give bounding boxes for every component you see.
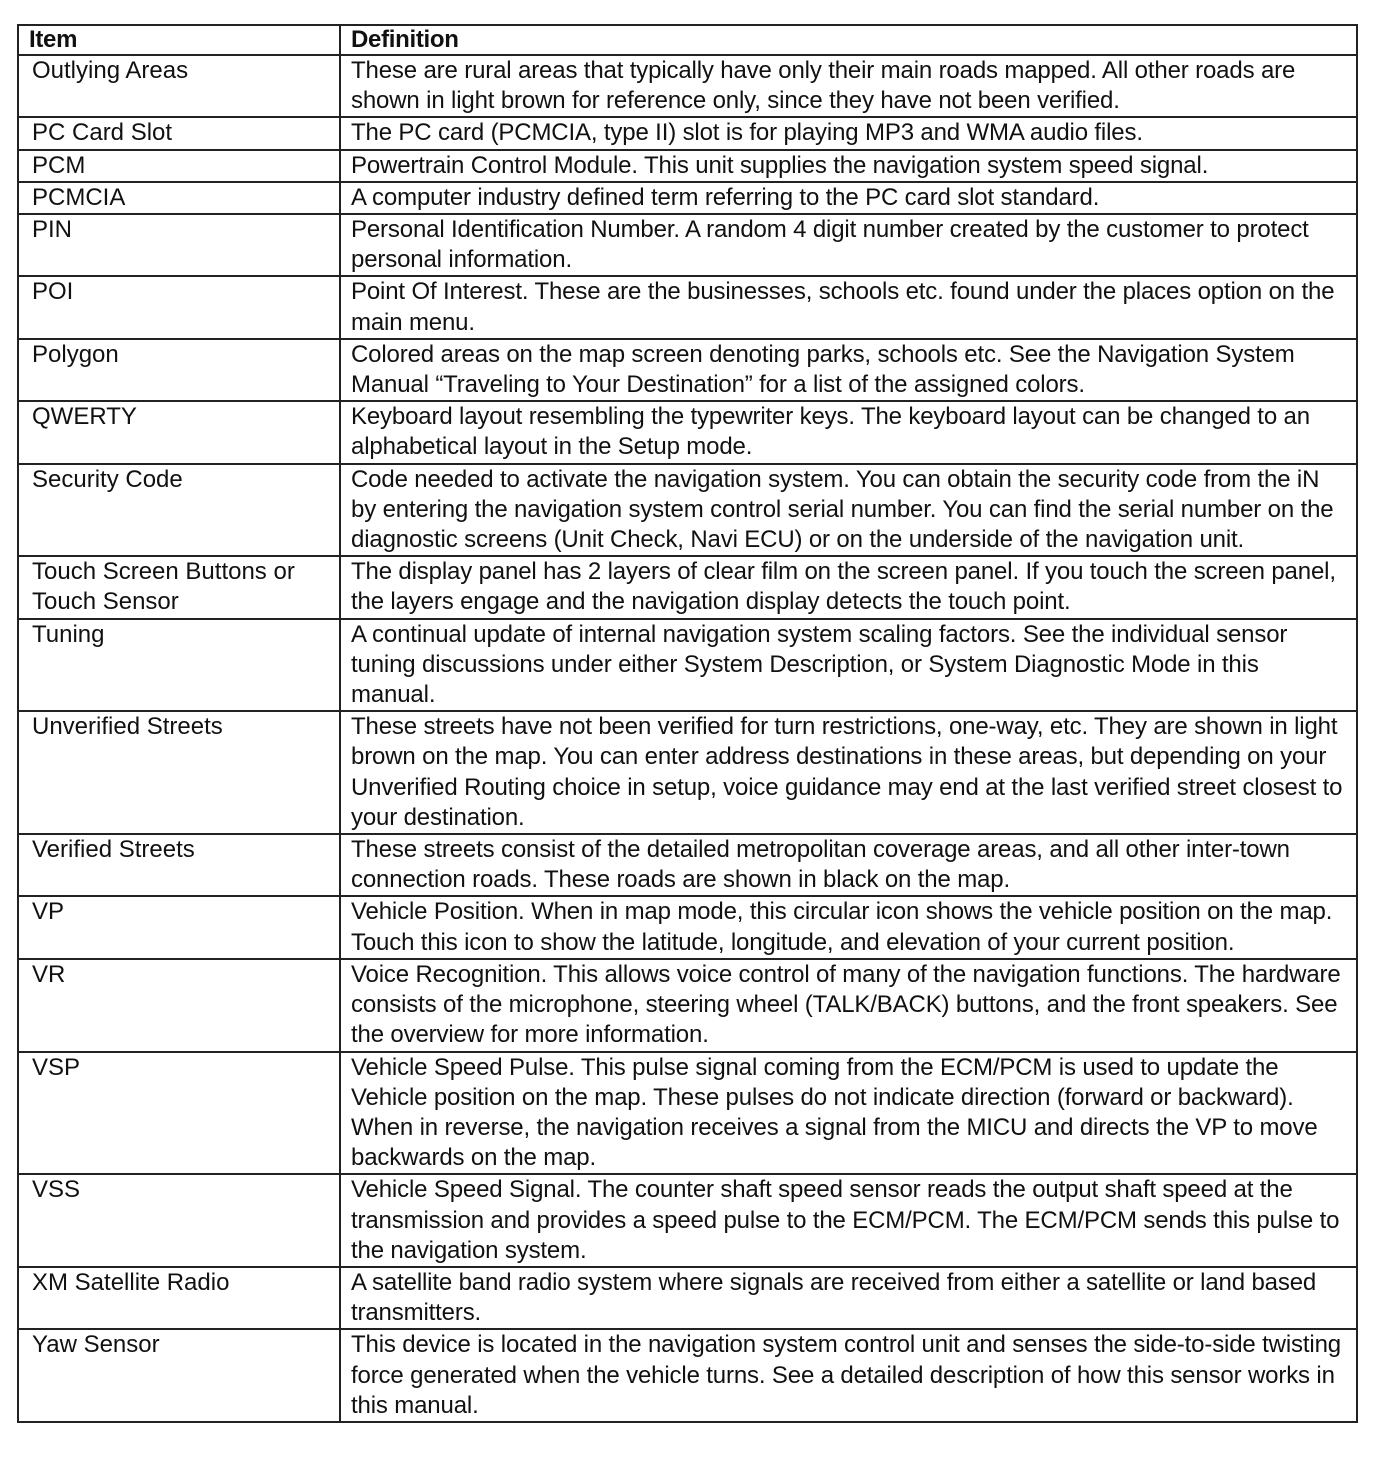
term-cell: Outlying Areas [18,55,340,117]
definition-cell: These are rural areas that typically have only their main roads mapped. All other roads are shown in light brown for reference only, since they have not been verified. [340,55,1357,117]
table-row [18,1174,1357,1267]
definition-cell: The PC card (PCMCIA, type II) slot is for playing MP3 and WMA audio files. [340,117,1357,149]
definition-cell: These streets consist of the detailed metropolitan coverage areas, and all other inter-town connection roads. These roads are shown in black on the map. [340,834,1357,896]
definition-cell: Personal Identification Number. A random 4 digit number created by the customer to protect personal information. [340,214,1357,276]
definition-cell: Code needed to activate the navigation system. You can obtain the security code from the iN by entering the navigation system control serial number. You can find the serial number on the diagnostic screens (Unit Check, Navi ECU) or on the underside of the navigation unit. [340,464,1357,557]
term-cell: Tuning [18,619,340,712]
definition-cell: Colored areas on the map screen denoting parks, schools etc. See the Navigation System Manual “Traveling to Your Destination” for a list of the assigned colors. [340,339,1357,401]
definition-cell: Vehicle Speed Signal. The counter shaft speed sensor reads the output shaft speed at the transmission and provides a speed pulse to the ECM/PCM. The ECM/PCM sends this pulse to the navigation system. [340,1174,1357,1267]
definition-cell: A computer industry defined term referring to the PC card slot standard. [340,182,1357,214]
definition-cell: Keyboard layout resembling the typewriter keys. The keyboard layout can be changed to an alphabetical layout in the Setup mode. [340,401,1357,463]
term-cell: PC Card Slot [18,117,340,149]
table-row [18,150,1357,182]
definition-column-header: Definition [340,25,1357,55]
definition-cell: The display panel has 2 layers of clear film on the screen panel. If you touch the screen panel, the layers engage and the navigation display detects the touch point. [340,556,1357,618]
term-cell: QWERTY [18,401,340,463]
table-row [18,182,1357,214]
term-cell: VSS [18,1174,340,1267]
definition-cell: Powertrain Control Module. This unit supplies the navigation system speed signal. [340,150,1357,182]
term-cell: PCMCIA [18,182,340,214]
term-cell: PIN [18,214,340,276]
header-row [18,25,1357,55]
term-cell: PCM [18,150,340,182]
table-row [18,339,1357,401]
table-row [18,896,1357,958]
term-cell: Polygon [18,339,340,401]
glossary-table [17,24,1358,1423]
definition-cell: These streets have not been verified for turn restrictions, one-way, etc. They are shown in light brown on the map. You can enter address destinations in these areas, but depending on your Unverified Routing choice in setup, voice guidance may end at the last verified street closest to your destination. [340,711,1357,834]
definition-cell: A continual update of internal navigation system scaling factors. See the individual sensor tuning discussions under either System Description, or System Diagnostic Mode in this manual. [340,619,1357,712]
definition-cell: Vehicle Speed Pulse. This pulse signal coming from the ECM/PCM is used to update the Vehicle position on the map. These pulses do not indicate direction (forward or backward). When in reverse, the navigation receives a signal from the MICU and directs the VP to move backwards on the map. [340,1052,1357,1175]
term-cell: XM Satellite Radio [18,1267,340,1329]
definition-cell: Point Of Interest. These are the businesses, schools etc. found under the places option on the main menu. [340,276,1357,338]
term-cell: VSP [18,1052,340,1175]
term-cell: Verified Streets [18,834,340,896]
definition-cell: Vehicle Position. When in map mode, this circular icon shows the vehicle position on the map. Touch this icon to show the latitude, longitude, and elevation of your current position. [340,896,1357,958]
term-cell: Unverified Streets [18,711,340,834]
definition-cell: A satellite band radio system where signals are received from either a satellite or land based transmitters. [340,1267,1357,1329]
table-row [18,619,1357,712]
table-row [18,1329,1357,1422]
item-column-header: Item [18,25,340,55]
term-cell: Touch Screen Buttons or Touch Sensor [18,556,340,618]
table-row [18,711,1357,834]
term-cell: VR [18,959,340,1052]
table-row [18,276,1357,338]
term-cell: POI [18,276,340,338]
table-row [18,464,1357,557]
table-row [18,959,1357,1052]
table-row [18,1267,1357,1329]
term-cell: Security Code [18,464,340,557]
term-cell: VP [18,896,340,958]
definition-cell: This device is located in the navigation system control unit and senses the side-to-side twisting force generated when the vehicle turns. See a detailed description of how this sensor works in this manual. [340,1329,1357,1422]
definition-cell: Voice Recognition. This allows voice control of many of the navigation functions. The hardware consists of the microphone, steering wheel (TALK/BACK) buttons, and the front speakers. See the overview for more information. [340,959,1357,1052]
table-row [18,834,1357,896]
term-cell: Yaw Sensor [18,1329,340,1422]
table-row [18,556,1357,618]
table-row [18,214,1357,276]
table-row [18,401,1357,463]
table-row [18,55,1357,117]
table-row [18,117,1357,149]
table-row [18,1052,1357,1175]
